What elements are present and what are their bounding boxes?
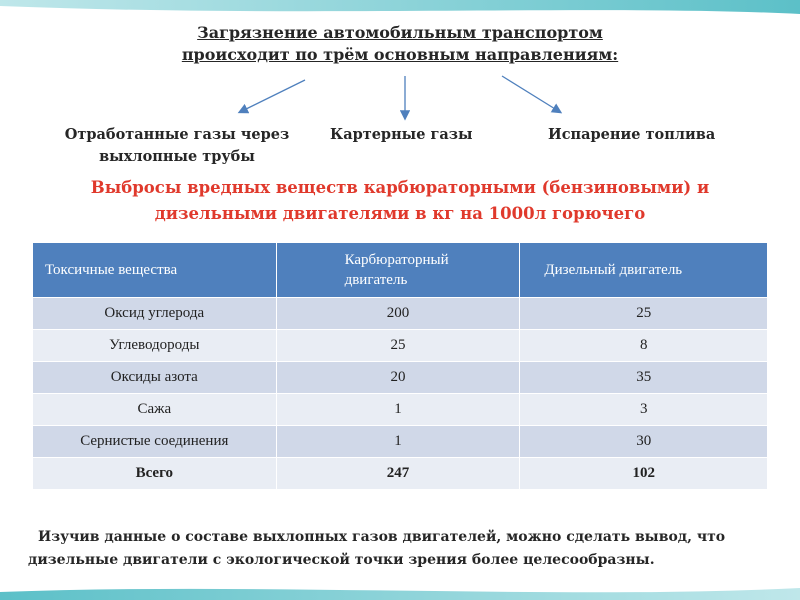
table-header-row [33,243,768,298]
header-toxic-substances: Токсичные вещества [33,243,277,298]
direction-arrows [0,0,800,140]
conclusion-line-1-text: Изучив данные о составе выхлопных газов двигателей, можно сделать вывод, что [38,529,726,545]
substance-cell: Сернистые соединения [33,426,277,458]
header-diesel-engine: Дизельный двигатель [520,243,768,298]
carburetor-total-cell: 247 [276,458,520,490]
emissions-table [32,242,768,490]
carburetor-value-cell: 25 [276,330,520,362]
table-row [33,330,768,362]
heading-line-1: Загрязнение автомобильным транспортом [197,23,603,42]
conclusion-text [28,526,788,572]
branch-2-label: Картерные газы [330,126,473,143]
carburetor-value-cell: 200 [276,298,520,330]
table-row [33,362,768,394]
branch-exhaust-gases [52,124,302,168]
conclusion-line-1 [28,526,788,549]
branch-3-label: Испарение топлива [548,126,716,143]
table-row [33,426,768,458]
heading-line-2: происходит по трём основным направлениям: [181,45,619,64]
diesel-value-cell: 30 [520,426,768,458]
diesel-total-cell: 102 [520,458,768,490]
carburetor-value-cell: 20 [276,362,520,394]
diesel-value-cell: 3 [520,394,768,426]
header-carburetor-engine: Карбюраторный двигатель [276,243,520,298]
arrow-right [502,76,560,112]
arrow-left [240,80,305,112]
substance-cell: Углеводороды [33,330,277,362]
caption-line-2: дизельными двигателями в кг на 1000л горючего [154,204,646,223]
carburetor-value-cell: 1 [276,426,520,458]
substance-cell: Оксид углерода [33,298,277,330]
conclusion-line-2: дизельные двигатели с экологической точки зрения более целесообразны. [28,552,655,568]
substance-cell: Сажа [33,394,277,426]
substance-cell: Оксиды азота [33,362,277,394]
branch-1-line-2: выхлопные трубы [99,148,255,165]
diesel-value-cell: 8 [520,330,768,362]
top-decorative-wave [0,0,800,20]
carburetor-value-cell: 1 [276,394,520,426]
table-row [33,298,768,330]
diesel-value-cell: 35 [520,362,768,394]
bottom-decorative-wave [0,580,800,600]
branch-fuel-evaporation [548,124,748,146]
branch-1-line-1: Отработанные газы через [64,126,290,143]
slide-heading [150,22,650,66]
diesel-value-cell: 25 [520,298,768,330]
table-total-row [33,458,768,490]
table-row [33,394,768,426]
table-caption [40,175,760,227]
total-label-cell: Всего [33,458,277,490]
branch-crankcase-gases [330,124,500,146]
caption-line-1: Выбросы вредных веществ карбюраторными (бензиновыми) и [90,178,710,197]
